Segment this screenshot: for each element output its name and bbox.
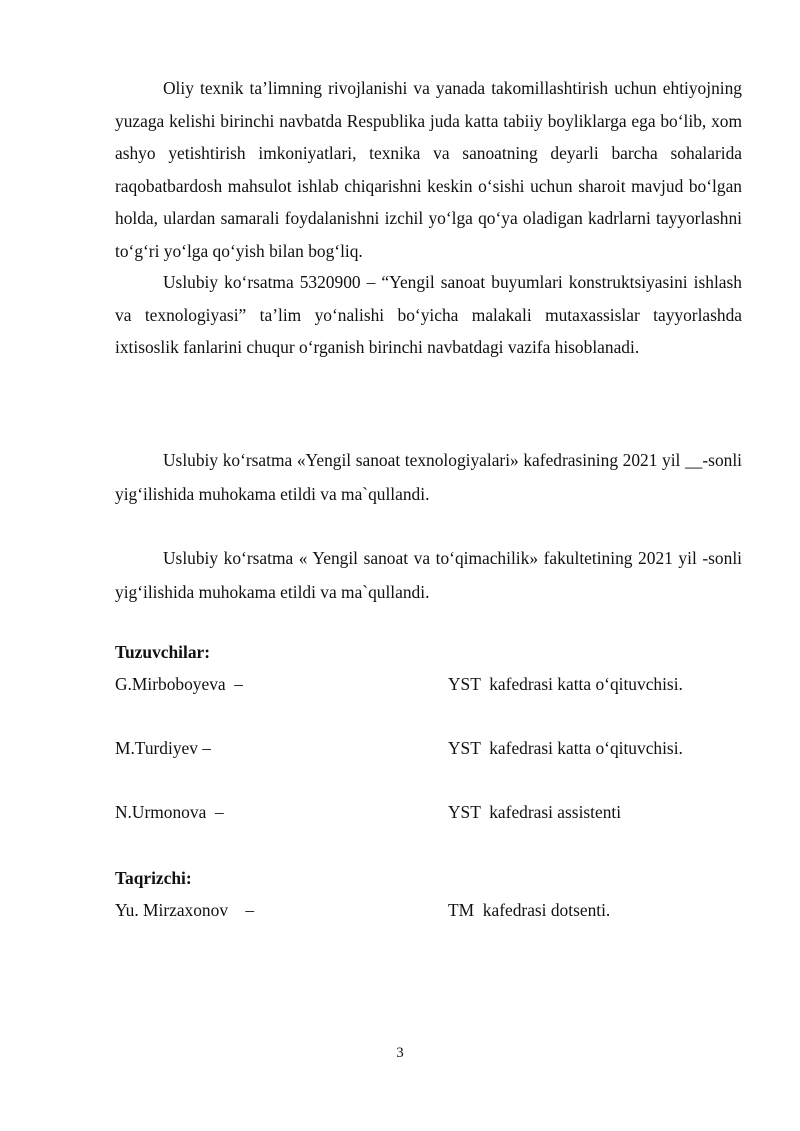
compiler-name: G.Mirboboyeva – (115, 674, 243, 694)
department-approval-paragraph: Uslubiy ko‘rsatma «Yengil sanoat texnologiyalari» kafedrasining 2021 yil __-sonli yig‘ilishida muhokama etildi va ma`qullandi. (115, 450, 742, 504)
compiler-row (115, 674, 742, 700)
compilers-heading: Tuzuvchilar: (115, 642, 211, 662)
purpose-paragraph: Uslubiy ko‘rsatma 5320900 – “Yengil sanoat buyumlari konstruktsiyasini ishlash va texnologiyasi” ta’lim yo‘nalishi bo‘yicha malakali mutaxassislar tayyorlashda ixtisoslik fanlarini chuqur o‘rganish birinchi navbatdagi vazifa hisoblanadi. (115, 272, 742, 357)
compiler-row (115, 738, 742, 764)
faculty-approval-paragraph: Uslubiy ko‘rsatma « Yengil sanoat va to‘qimachilik» fakultetining 2021 yil -sonli yig‘ilishida muhokama etildi va ma`qullandi. (115, 548, 742, 602)
compiler-row (115, 802, 742, 828)
reviewer-heading: Taqrizchi: (115, 868, 192, 888)
compiler-position: YST kafedrasi katta o‘qituvchisi. (448, 738, 683, 758)
intro-paragraph: Oliy texnik ta’limning rivojlanishi va yanada takomillashtirish uchun ehtiyojning yuzaga kelishi birinchi navbatda Respublika juda katta tabiiy boyliklarga ega bo‘lib, xom ashyo yetishtirish imkoniyatlari, texnika va sanoatning deyarli barcha sohalarida raqobatbardosh mahsulot ishlab chiqarishni keskin o‘sishi uchun sharoit mavjud bo‘lgan holda, ulardan samarali foydalanishni izchil yo‘lga qo‘ya oladigan kadrlarni tayyorlashni to‘g‘ri yo‘lga qo‘yish bilan bog‘liq. (115, 78, 742, 261)
page-number: 3 (396, 1045, 404, 1061)
reviewer-position: TM kafedrasi dotsenti. (448, 900, 611, 920)
compiler-position: YST kafedrasi assistenti (448, 802, 622, 822)
compiler-name: N.Urmonova – (115, 802, 224, 822)
compiler-position: YST kafedrasi katta o‘qituvchisi. (448, 674, 683, 694)
compiler-name: M.Turdiyev – (115, 738, 211, 758)
reviewer-name: Yu. Mirzaxonov – (115, 900, 255, 920)
reviewer-row (115, 900, 742, 926)
